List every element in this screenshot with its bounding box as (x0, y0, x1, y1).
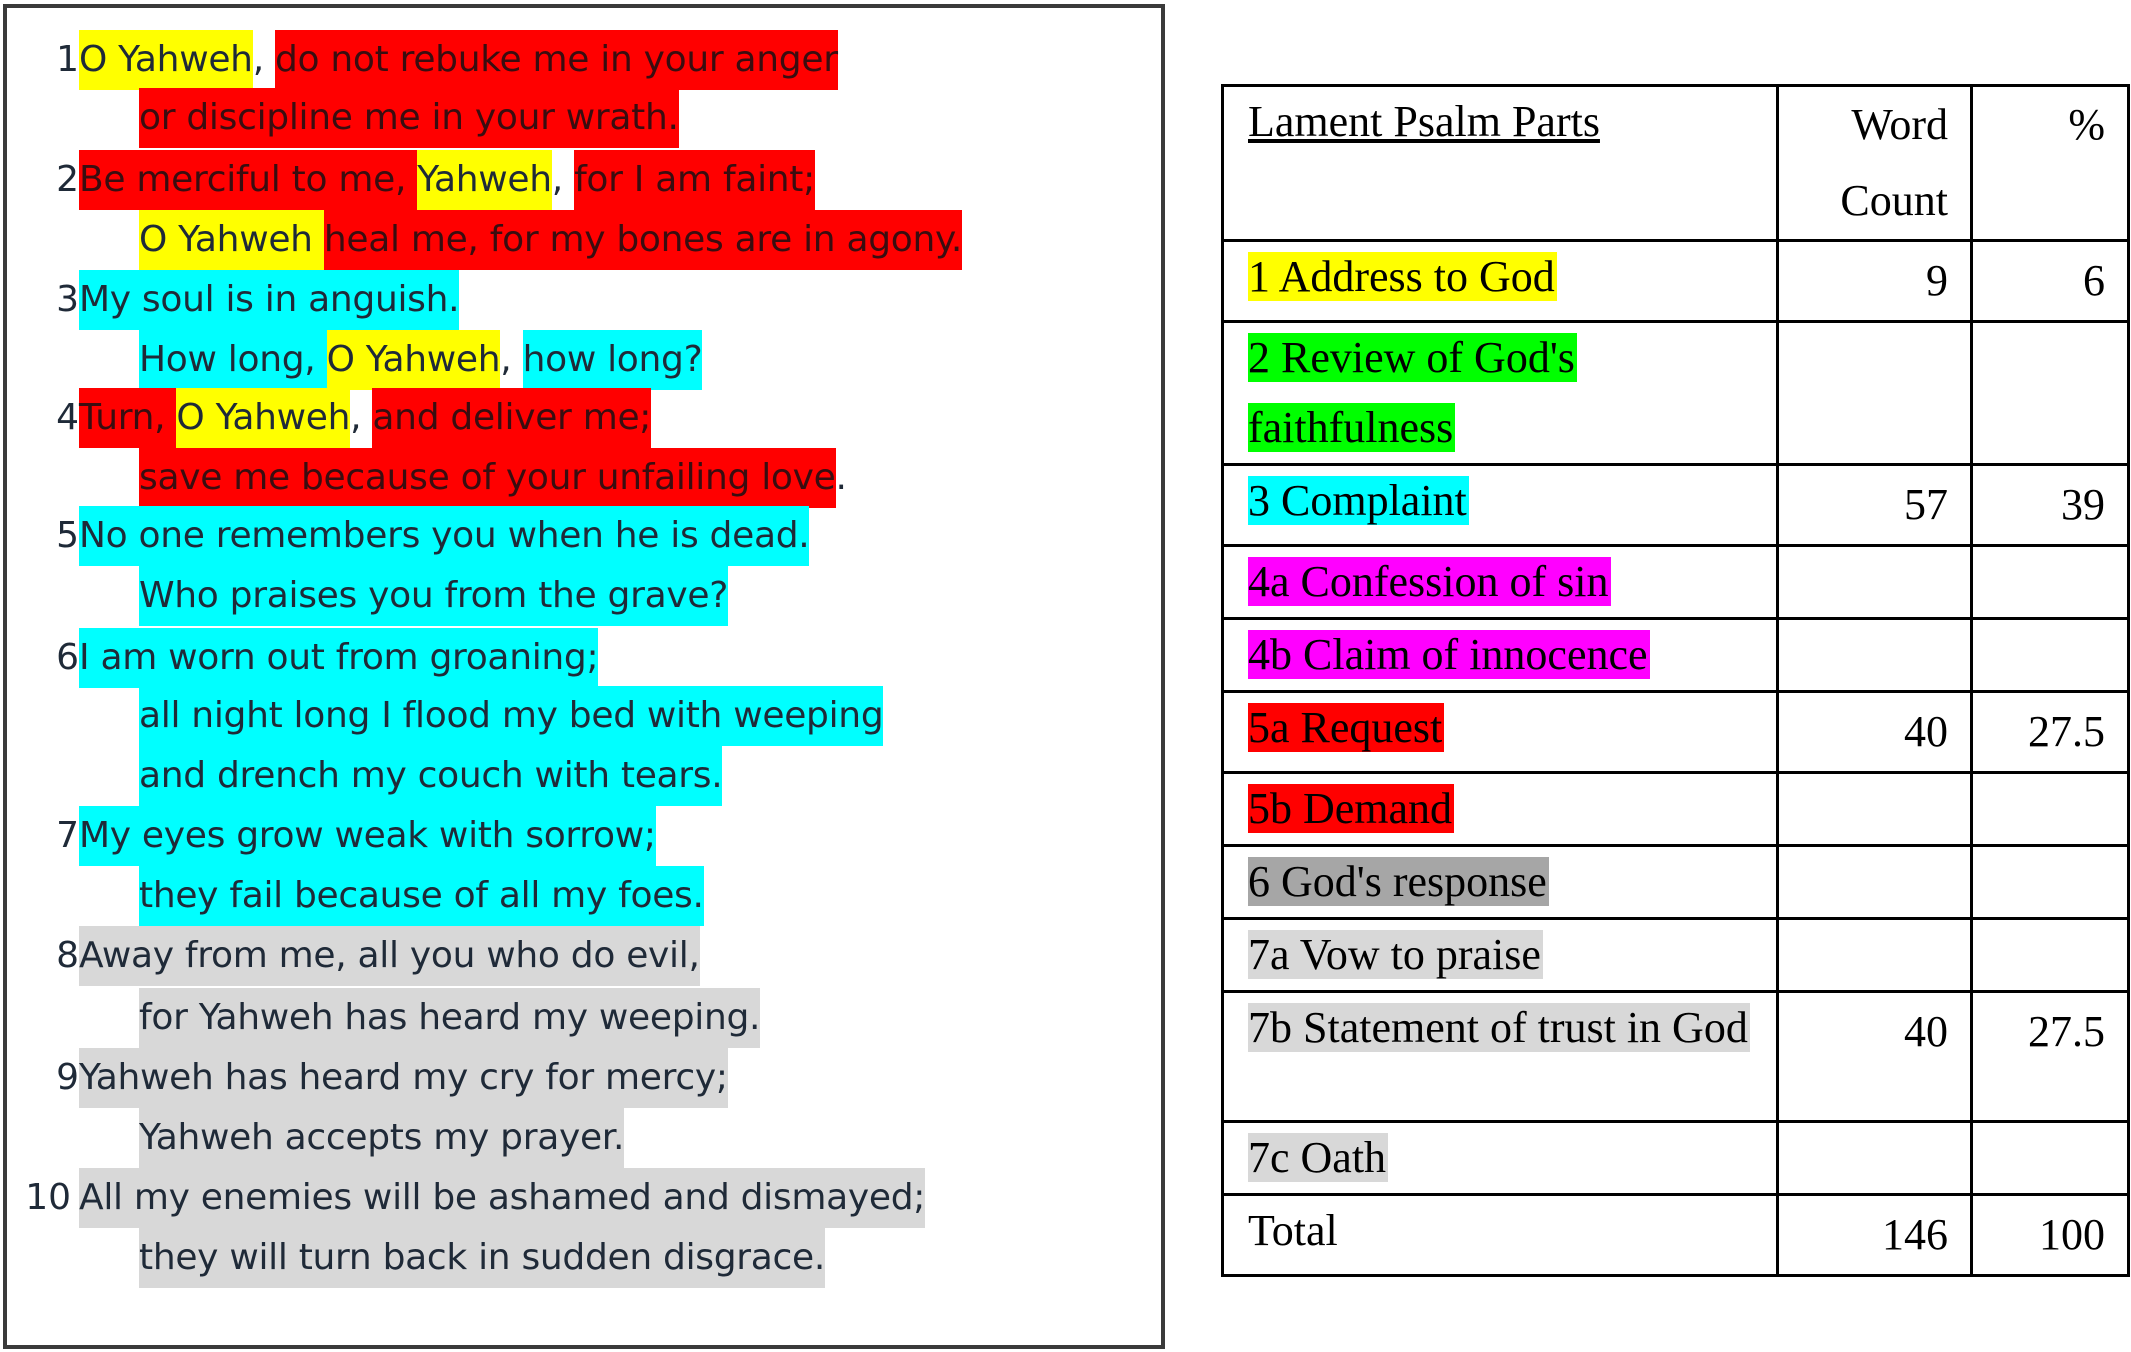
part-name-cell (1223, 1122, 1778, 1195)
verse-text-segment: No one remembers you when he is dead. (79, 506, 809, 566)
table-total-row (1223, 1195, 2129, 1276)
percent-cell (1972, 773, 2129, 846)
verse-number: 6 (56, 637, 79, 678)
verse-text-segment: Yahweh has heard my cry for mercy; (79, 1048, 728, 1108)
word-count-cell (1778, 322, 1972, 465)
verse-text-segment: My soul is in anguish. (79, 270, 459, 330)
verse-text-segment: for I am faint; (574, 150, 815, 210)
part-name-cell (1223, 322, 1778, 465)
verse-text-segment: O Yahweh (139, 210, 324, 270)
header-word-count (1778, 86, 1972, 241)
percent-cell (1972, 919, 2129, 992)
part-name-cell (1223, 546, 1778, 619)
part-name-cell (1223, 692, 1778, 773)
verse-text-segment: Be merciful to me, (79, 150, 417, 210)
verse-text-segment: Away from me, all you who do evil, (79, 926, 700, 986)
part-name-label: 7b Statement of trust in God (1248, 1003, 1748, 1052)
table-row (1223, 322, 2129, 465)
percent-cell: 27.5 (1972, 692, 2129, 773)
table-row (1223, 619, 2129, 692)
header-count: Count (1840, 176, 1948, 225)
header-percent: % (1972, 86, 2129, 241)
lament-parts-table (1221, 84, 2130, 1277)
part-name-cell (1223, 465, 1778, 546)
word-count-cell: 40 (1778, 692, 1972, 773)
verse-text-segment: they will turn back in sudden disgrace. (139, 1228, 825, 1288)
verse-text-segment: , (551, 159, 575, 200)
table-row (1223, 773, 2129, 846)
verse-text-segment: Yahweh accepts my prayer. (139, 1108, 624, 1168)
verse-number: 5 (56, 515, 79, 556)
part-name-label: 4b Claim of innocence (1248, 630, 1648, 679)
total-label: Total (1223, 1195, 1778, 1276)
verse-text-segment: How long, (139, 330, 327, 390)
word-count-cell (1778, 919, 1972, 992)
verse-text-segment: and deliver me; (372, 388, 651, 448)
part-name-label: 2 Review of God's faithfulness (1248, 333, 1575, 452)
table-row (1223, 692, 2129, 773)
table-header-row (1223, 86, 2129, 241)
part-name-label: 4a Confession of sin (1248, 557, 1609, 606)
verse-number: 4 (56, 397, 79, 438)
table-row (1223, 465, 2129, 546)
verse-text-segment: . (835, 457, 847, 498)
word-count-cell (1778, 619, 1972, 692)
verse-text-segment: how long? (523, 330, 703, 390)
word-count-cell (1778, 773, 1972, 846)
verse-text-segment: Turn, (79, 388, 176, 448)
part-name-cell (1223, 773, 1778, 846)
verse-text-segment: , (500, 339, 523, 380)
verse-number: 8 (56, 935, 79, 976)
verse-text-segment: Who praises you from the grave? (139, 566, 728, 626)
word-count-cell (1778, 546, 1972, 619)
part-name-cell (1223, 992, 1778, 1122)
percent-cell (1972, 619, 2129, 692)
verse-text-segment: heal me, for my bones are in agony. (324, 210, 962, 270)
verse-text-segment: , (252, 39, 275, 80)
part-name-label: 5a Request (1248, 703, 1443, 752)
percent-cell: 27.5 (1972, 992, 2129, 1122)
verse-number: 1 (56, 39, 79, 80)
percent-cell (1972, 546, 2129, 619)
verse-number: 7 (56, 815, 79, 856)
verse-text-segment: they fail because of all my foes. (139, 866, 704, 926)
verse-text-segment: O Yahweh (79, 30, 253, 90)
verse-number: 9 (56, 1057, 79, 1098)
word-count-cell: 40 (1778, 992, 1972, 1122)
total-percent: 100 (1972, 1195, 2129, 1276)
table-row (1223, 546, 2129, 619)
total-count: 146 (1778, 1195, 1972, 1276)
part-name-label: 5b Demand (1248, 784, 1453, 833)
word-count-cell (1778, 1122, 1972, 1195)
part-name-label: 1 Address to God (1248, 252, 1555, 301)
verse-text-segment: and drench my couch with tears. (139, 746, 722, 806)
verse-text-segment: for Yahweh has heard my weeping. (139, 988, 760, 1048)
verse-text-segment: My eyes grow weak with sorrow; (79, 806, 656, 866)
part-name-label: 6 God's response (1248, 857, 1547, 906)
verse-text-segment: O Yahweh (327, 330, 501, 390)
word-count-cell: 9 (1778, 241, 1972, 322)
part-name-cell (1223, 619, 1778, 692)
percent-cell (1972, 846, 2129, 919)
header-parts: Lament Psalm Parts (1223, 86, 1778, 241)
percent-cell (1972, 1122, 2129, 1195)
psalm-text-panel (3, 4, 1165, 1349)
part-name-cell (1223, 241, 1778, 322)
verse-number: 10 (25, 1177, 71, 1218)
percent-cell: 39 (1972, 465, 2129, 546)
table-row (1223, 846, 2129, 919)
verse-text-segment: or discipline me in your wrath. (139, 88, 679, 148)
part-name-label: 7c Oath (1248, 1133, 1387, 1182)
verse-text-segment: do not rebuke me in your anger (275, 30, 838, 90)
table-row (1223, 919, 2129, 992)
verse-text-segment: All my enemies will be ashamed and dismayed; (79, 1168, 925, 1228)
part-name-label: 7a Vow to praise (1248, 930, 1541, 979)
verse-text-segment: O Yahweh (176, 388, 350, 448)
word-count-cell (1778, 846, 1972, 919)
verse-text-segment: save me because of your unfailing love (139, 448, 836, 508)
verse-text-segment: Yahweh (417, 150, 552, 210)
verse-number: 3 (56, 279, 79, 320)
verse-number: 2 (56, 159, 79, 200)
table-row (1223, 241, 2129, 322)
percent-cell: 6 (1972, 241, 2129, 322)
part-name-cell (1223, 846, 1778, 919)
table-row (1223, 992, 2129, 1122)
part-name-label: 3 Complaint (1248, 476, 1467, 525)
percent-cell (1972, 322, 2129, 465)
part-name-cell (1223, 919, 1778, 992)
verse-text-segment: all night long I flood my bed with weeping (139, 686, 883, 746)
verse-text-segment: I am worn out from groaning; (79, 628, 598, 688)
header-word: Word (1851, 100, 1948, 149)
verse-text-segment: , (350, 397, 373, 438)
table-row (1223, 1122, 2129, 1195)
word-count-cell: 57 (1778, 465, 1972, 546)
